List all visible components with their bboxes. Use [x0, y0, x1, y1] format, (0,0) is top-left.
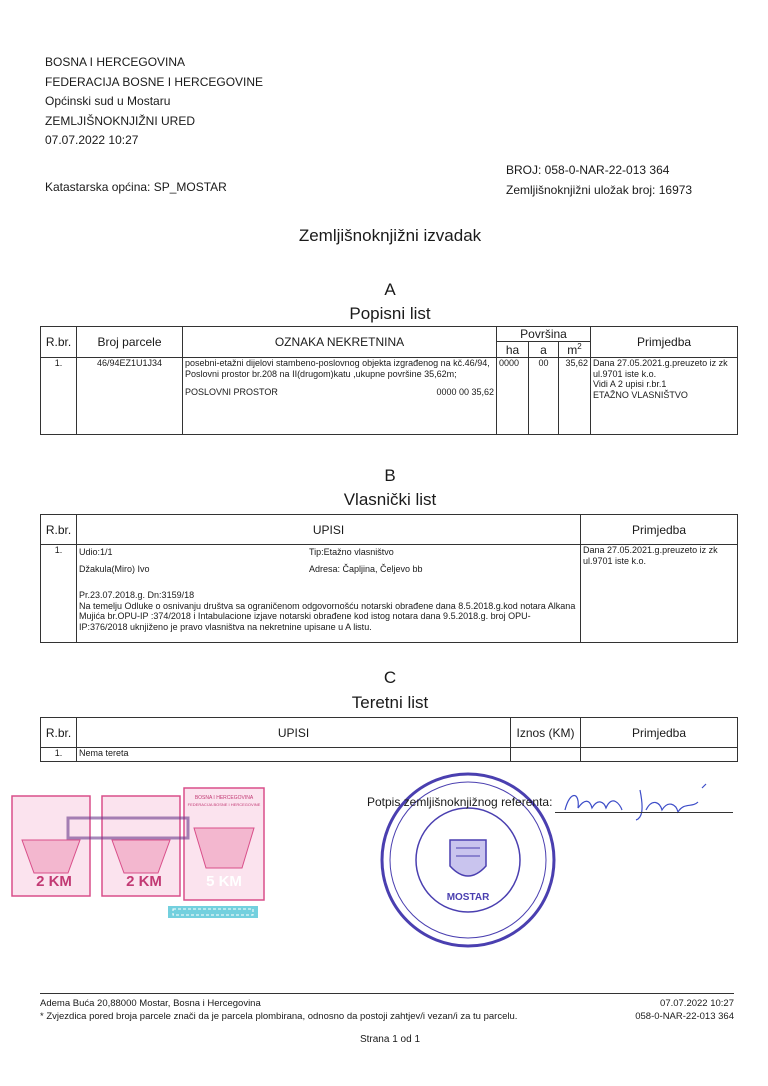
issuer-office: ZEMLJIŠNOKNJIŽNI URED [45, 113, 196, 128]
row-property-description [183, 358, 497, 435]
issuer-court: Općinski sud u Mostaru [45, 94, 171, 108]
document-title: Zemljišnoknjižni izvadak [298, 226, 482, 245]
svg-text:FEDERACIJA BOSNE I HERCEGOVINE: FEDERACIJA BOSNE I HERCEGOVINE [187, 802, 261, 807]
col-property-designation: OZNAKA NEKRETNINA [183, 327, 497, 358]
svg-text:5 KM: 5 KM [206, 873, 242, 890]
row-rbr: 1. [41, 748, 77, 762]
col-entries: UPISI [77, 515, 581, 545]
col-remark: Primjedba [581, 515, 738, 545]
section-b-title: Vlasnički list [343, 490, 437, 509]
property-item-value: 0000 00 35,62 [436, 387, 494, 397]
revenue-stamps-icon [8, 778, 268, 928]
issuer-federation: FEDERACIJA BOSNE I HERCEGOVINE [45, 74, 264, 89]
col-parcel-number: Broj parcele [77, 327, 183, 358]
property-item [185, 387, 494, 397]
row-amount [511, 748, 581, 762]
section-a-letter: A [384, 280, 396, 299]
property-description-text: posebni-etažni dijelovi stambeno-poslovnog objekta izgrađenog na kč.46/94, Poslovni prostor br.208 na II(drugom)katu ,ukupne površine 35,62m; [185, 358, 490, 379]
asterisk-note: * Zvjezdica pored broja parcele znači da je parcela plombirana, odnosno da postoji zahtjev/i vezan/i za tu parcelu. [40, 1011, 518, 1022]
svg-text:2 KM: 2 KM [36, 873, 72, 890]
table-row [41, 545, 738, 643]
section-c-letter: C [383, 668, 397, 687]
row-a: 00 [529, 358, 559, 435]
row-remark [581, 748, 738, 762]
col-rbr: R.br. [41, 515, 77, 545]
footer-right [600, 997, 734, 1023]
col-m2: $m^2$ [559, 342, 591, 358]
table-row [41, 358, 738, 435]
document-number: BROJ: 058-0-NAR-22-013 364 [506, 163, 670, 177]
signature-icon [560, 780, 730, 825]
row-rbr: 1. [41, 545, 77, 643]
signature-label: Potpis zemljišnoknjižnog referenta: [367, 795, 553, 809]
ownership-type: Tip:Etažno vlasništvo [309, 547, 394, 557]
row-remark: Dana 27.05.2021.g.preuzeto iz zk ul.9701 iste k.o. [581, 545, 738, 643]
ownership-entry-text: Pr.23.07.2018.g. Dn:3159/18 Na temelju Odluke o osnivanju društva sa ograničenom odgovornošću notarski obrađene dana 8.5.2018.g.kod notara Alkana Mujića br.OPU-IP :374/2018 i Intabulacione izjave notarski obrađene kod istog notara dana 9.5.2018.g. broj OPU-IP:376/2018 uknjiženo je pravo vlasništva na nekretnine upisane u A listu. [79, 590, 576, 632]
col-remark: Primjedba [591, 327, 738, 358]
row-entries: Nema tereta [77, 748, 511, 762]
section-a-table [40, 326, 738, 435]
svg-text:MOSTAR: MOSTAR [446, 892, 490, 903]
table-row [41, 748, 738, 762]
col-rbr: R.br. [41, 718, 77, 748]
land-book-number: Zemljišnoknjižni uložak broj: 16973 [506, 183, 693, 197]
col-remark: Primjedba [581, 718, 738, 748]
row-ha: 0000 [497, 358, 529, 435]
col-a: a [529, 342, 559, 358]
owner-address: Adresa: Čapljina, Čeljevo bb [309, 563, 423, 574]
section-b-letter: B [384, 466, 396, 485]
section-b-table [40, 514, 738, 643]
svg-text:BOSNA I HERCEGOVINA: BOSNA I HERCEGOVINA [194, 795, 254, 801]
row-parcel-number: 46/94EZ1U1J34 [77, 358, 183, 435]
cadastral-municipality: Katastarska općina: SP_MOSTAR [45, 180, 227, 194]
owner-share: Udio:1/1 [79, 547, 113, 557]
document-reference [506, 160, 692, 200]
row-m2: 35,62 [559, 358, 591, 435]
footer-datetime: 07.07.2022 10:27 [660, 998, 734, 1009]
col-rbr: R.br. [41, 327, 77, 358]
footer-document-number: 058-0-NAR-22-013 364 [635, 1011, 734, 1022]
owner-name: Džakula(Miro) Ivo [79, 563, 150, 574]
col-area: Površina [497, 327, 591, 342]
section-c-table [40, 717, 738, 762]
col-ha: ha [497, 342, 529, 358]
footer-divider [40, 993, 734, 994]
section-a-title: Popisni list [349, 304, 431, 323]
row-rbr: 1. [41, 358, 77, 435]
section-c-title: Teretni list [351, 693, 429, 712]
col-entries: UPISI [77, 718, 511, 748]
col-amount: Iznos (KM) [511, 718, 581, 748]
issue-datetime: 07.07.2022 10:27 [45, 133, 139, 147]
office-address: Adema Buća 20,88000 Mostar, Bosna i Hercegovina [40, 998, 261, 1009]
row-remark: Dana 27.05.2021.g.preuzeto iz zk ul.9701 iste k.o. Vidi A 2 upisi r.br.1 ETAŽNO VLASNIŠTVO [591, 358, 738, 435]
row-entries [77, 545, 581, 643]
property-item-label: POSLOVNI PROSTOR [185, 387, 278, 397]
page-number: Strana 1 od 1 [359, 1034, 421, 1045]
issuer-header [45, 53, 263, 151]
svg-text:2 KM: 2 KM [126, 873, 162, 890]
issuer-country: BOSNA I HERCEGOVINA [45, 55, 186, 69]
footer-left [40, 997, 517, 1023]
signature-line [555, 812, 733, 813]
